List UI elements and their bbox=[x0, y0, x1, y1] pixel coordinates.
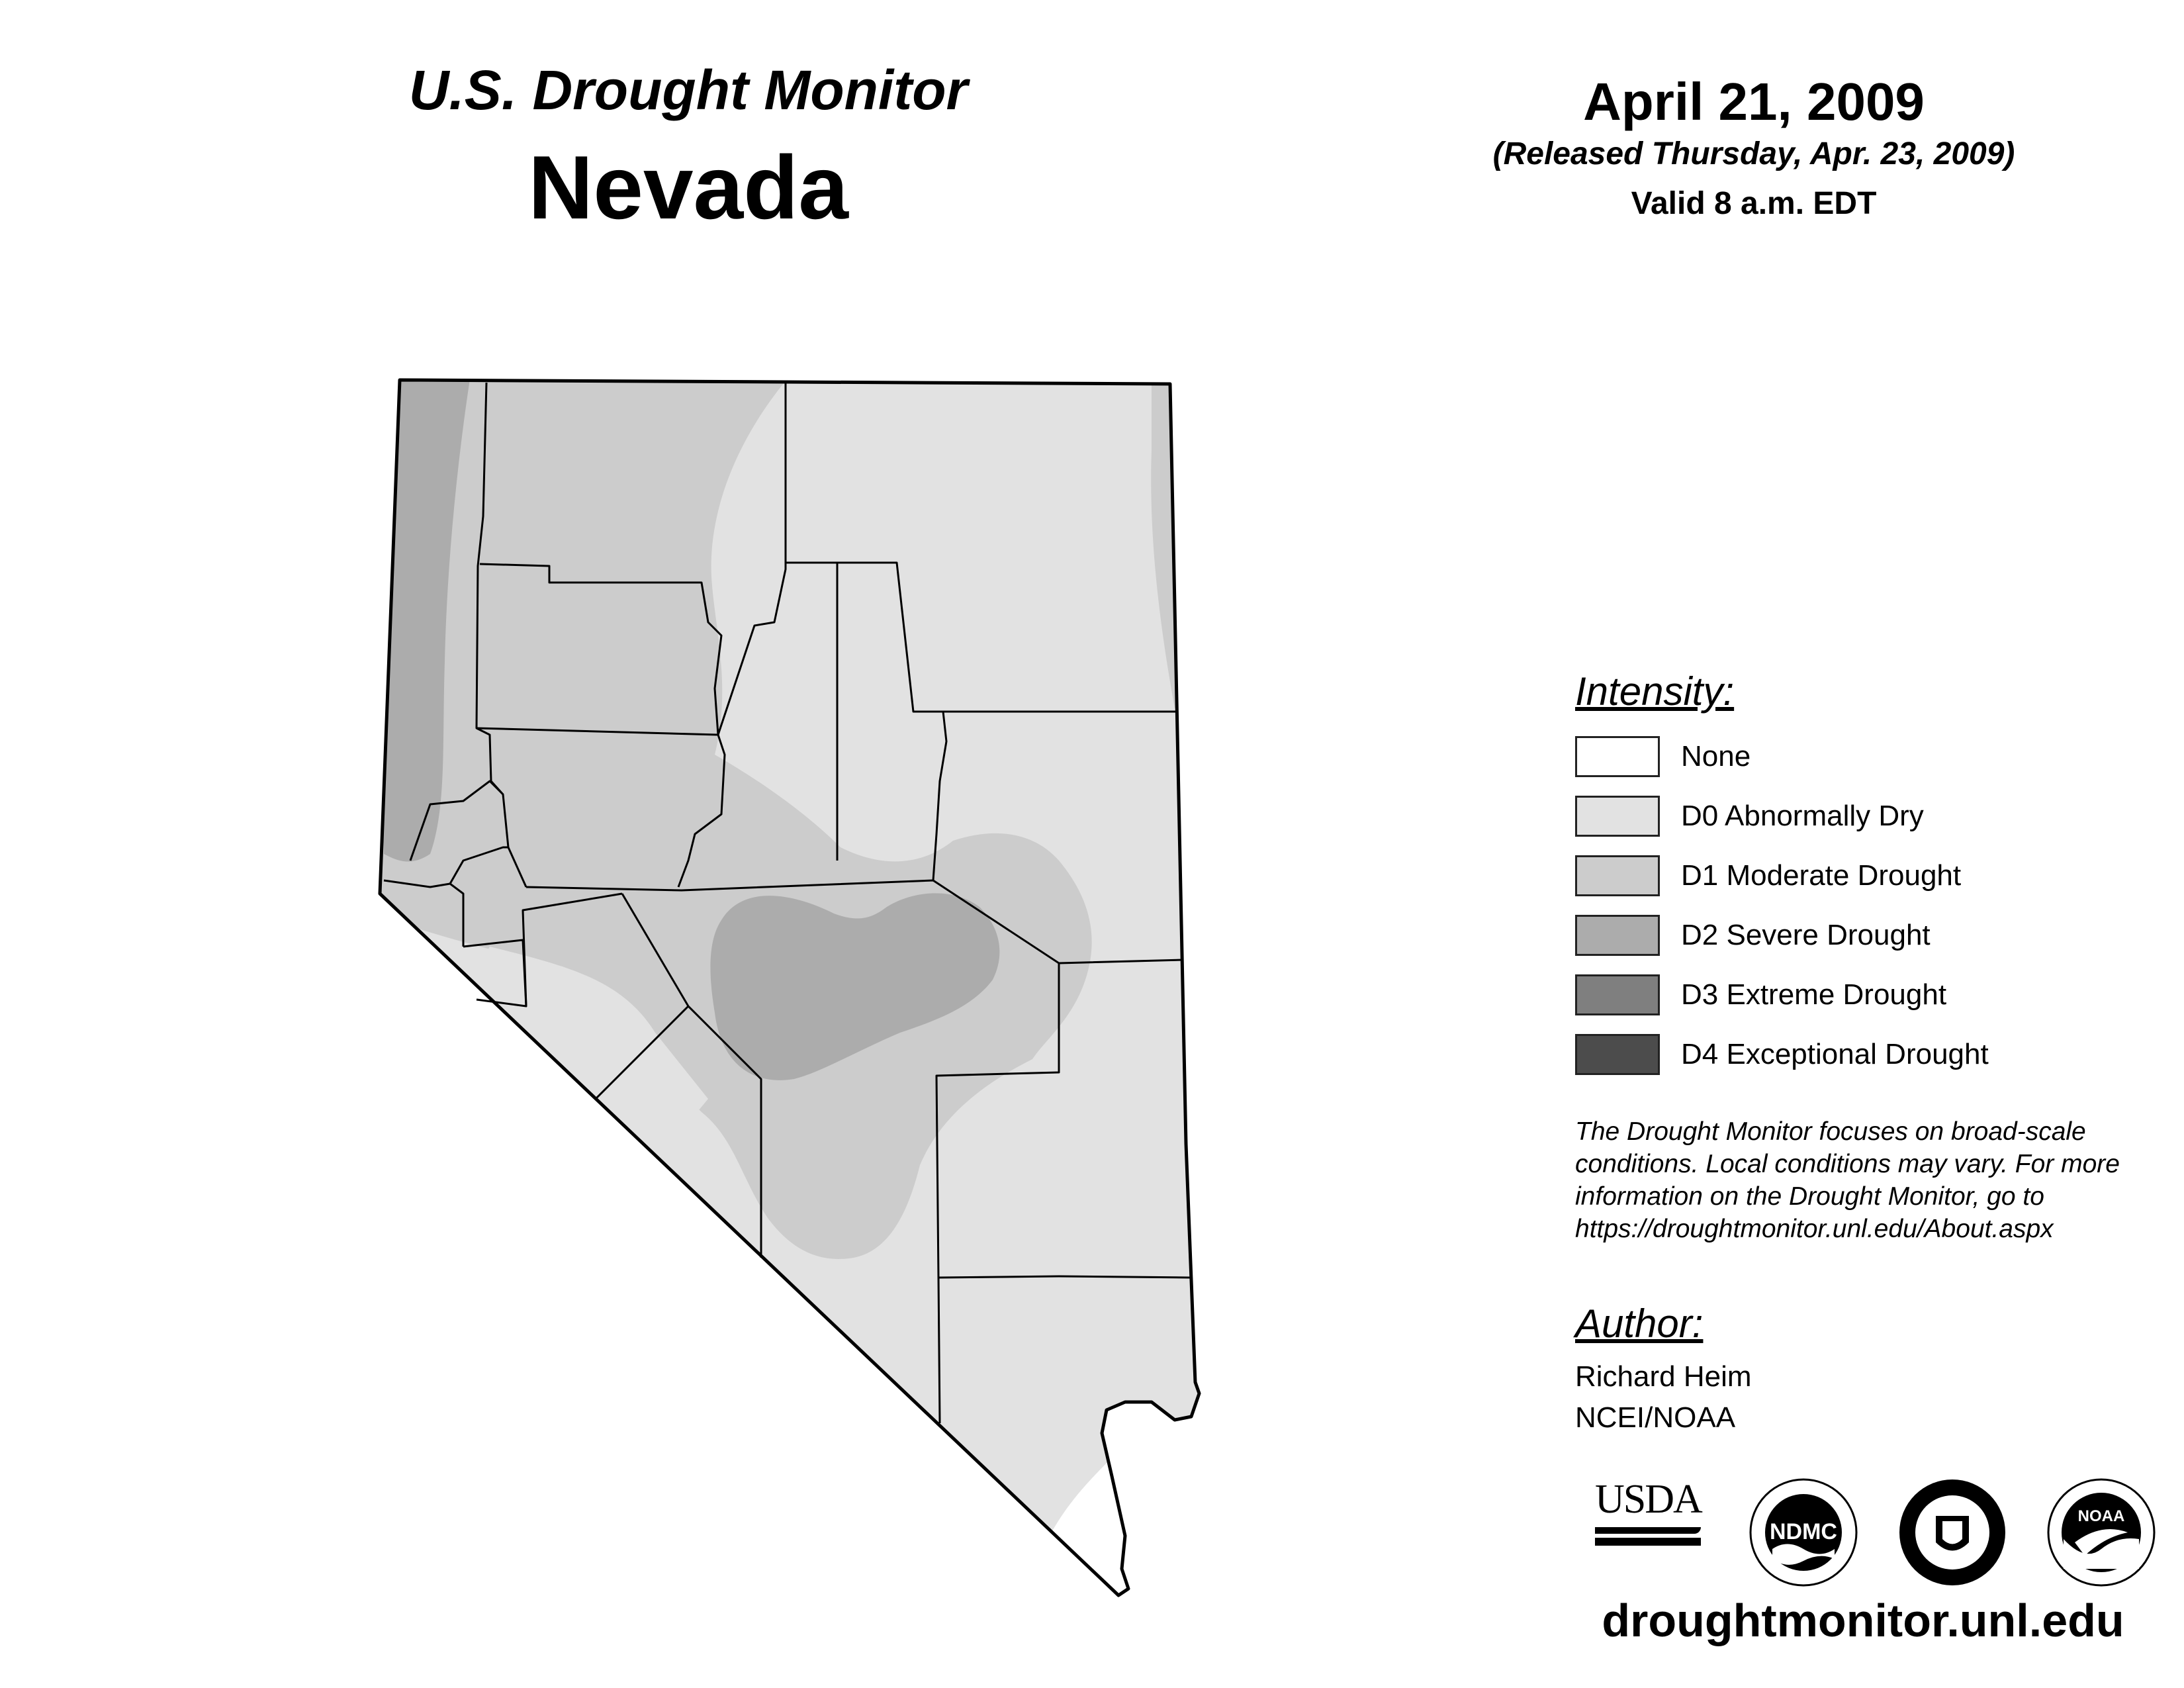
noaa-logo bbox=[2045, 1476, 2158, 1589]
ndmc-logo-text: NDMC bbox=[1770, 1519, 1837, 1544]
noaa-logo-text: NOAA bbox=[2077, 1507, 2125, 1525]
legend-label: D2 Severe Drought bbox=[1681, 919, 1931, 951]
author-name: Richard Heim bbox=[1575, 1360, 1752, 1393]
legend-label: D4 Exceptional Drought bbox=[1681, 1038, 1989, 1070]
legend-swatch bbox=[1575, 855, 1660, 896]
legend-swatch bbox=[1575, 736, 1660, 777]
ndmc-logo bbox=[1747, 1476, 1860, 1589]
usda-logo bbox=[1595, 1476, 1701, 1556]
legend-item bbox=[1575, 914, 2171, 957]
product-title: U.S. Drought Monitor bbox=[408, 59, 968, 121]
legend-label: D1 Moderate Drought bbox=[1681, 859, 1962, 892]
legend-swatch bbox=[1575, 915, 1660, 956]
usda-logo-text: USDA bbox=[1595, 1477, 1702, 1522]
legend-swatch bbox=[1575, 974, 1660, 1015]
author-org: NCEI/NOAA bbox=[1575, 1401, 1736, 1434]
website-url[interactable]: droughtmonitor.unl.edu bbox=[1602, 1595, 2124, 1646]
legend-item bbox=[1575, 1033, 2171, 1076]
legend-item bbox=[1575, 794, 2171, 838]
map-date: April 21, 2009 bbox=[1583, 72, 1925, 131]
commerce-seal-logo bbox=[1896, 1476, 2009, 1589]
state-title: Nevada bbox=[528, 137, 848, 238]
author-title: Author: bbox=[1575, 1301, 1704, 1346]
release-date: (Released Thursday, Apr. 23, 2009) bbox=[1492, 136, 2015, 171]
disclaimer-note: The Drought Monitor focuses on broad-scale conditions. Local conditions may vary. For more information on the Drought Monitor, go to https://droughtmonitor.unl.edu/About.aspx bbox=[1575, 1117, 2120, 1243]
valid-time: Valid 8 a.m. EDT bbox=[1631, 186, 1877, 221]
legend-item bbox=[1575, 735, 2171, 778]
legend-swatch bbox=[1575, 1034, 1660, 1075]
legend-label: None bbox=[1681, 740, 1751, 773]
legend-label: D3 Extreme Drought bbox=[1681, 978, 1947, 1011]
legend-swatch bbox=[1575, 796, 1660, 837]
legend-item bbox=[1575, 854, 2171, 898]
legend-label: D0 Abnormally Dry bbox=[1681, 800, 1924, 832]
legend-item bbox=[1575, 973, 2171, 1017]
legend-title: Intensity: bbox=[1575, 669, 1735, 714]
